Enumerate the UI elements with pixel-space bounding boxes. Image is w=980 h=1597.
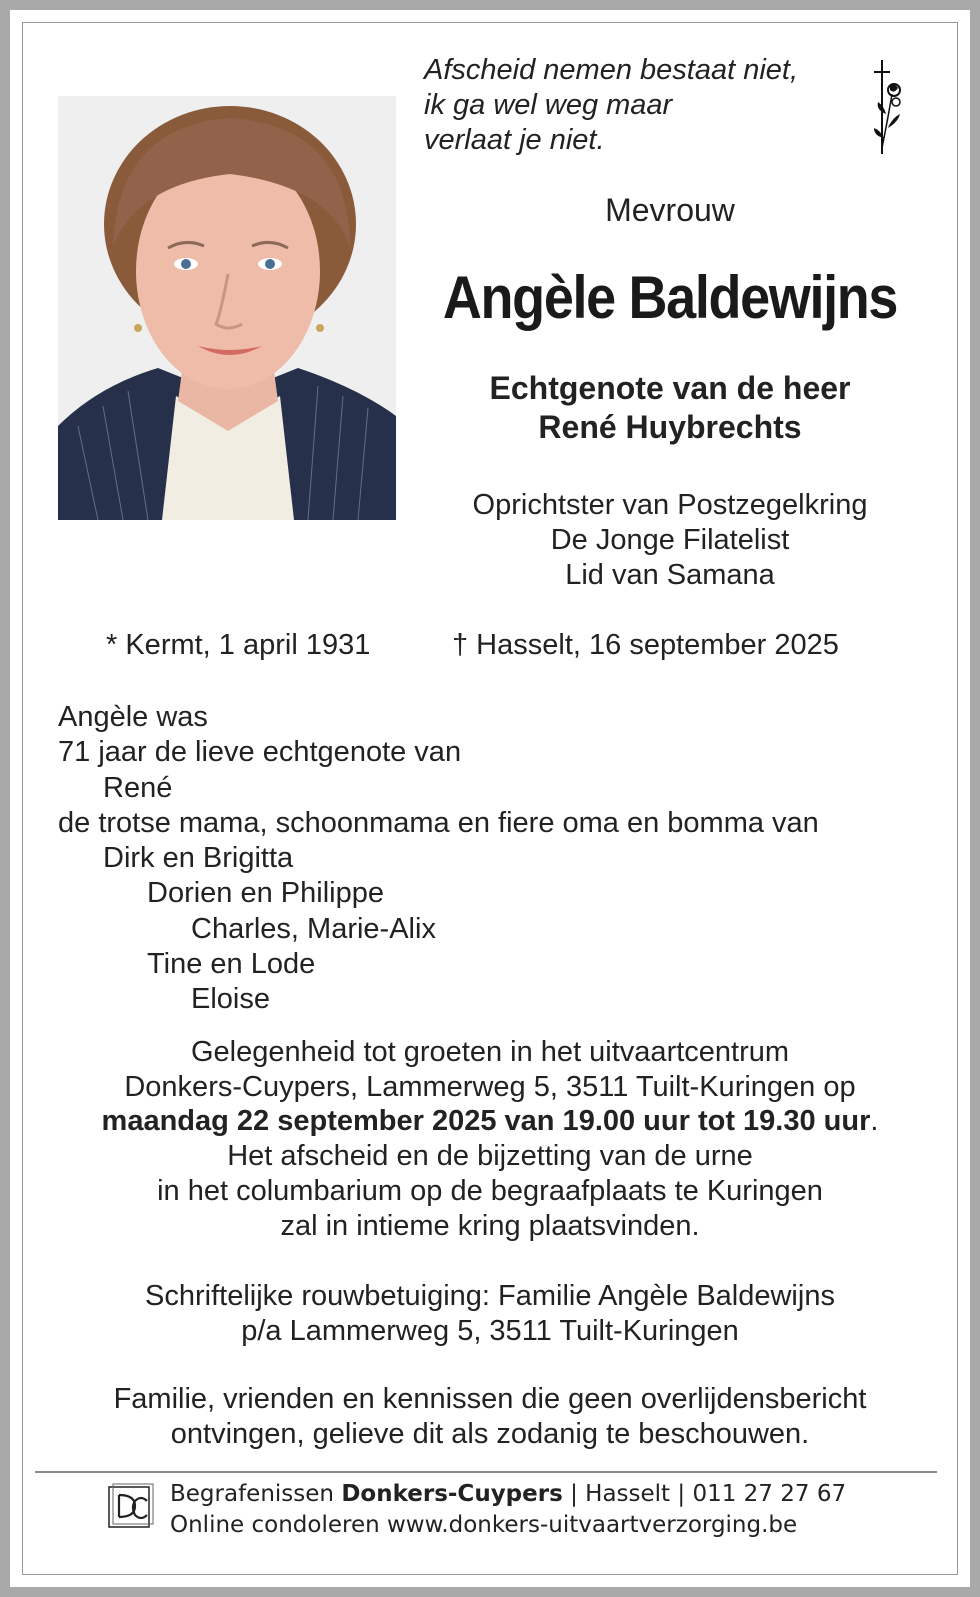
role-line: De Jonge Filatelist (550, 524, 790, 556)
footer-city: Hasselt (585, 1481, 671, 1507)
family-grandchild: Tine en Lode (147, 948, 316, 981)
family-great-grandchild: Charles, Marie-Alix (191, 912, 436, 945)
family-spouse-years: 71 jaar de lieve echtgenote van (58, 736, 462, 769)
ceremony-line: Het afscheid en de bijzetting van de urne (227, 1140, 753, 1173)
family-spouse-name: René (103, 771, 173, 804)
quote-line: verlaat je niet. (424, 124, 605, 156)
ceremony-period: . (870, 1105, 879, 1138)
footer-company: Donkers-Cuypers (341, 1481, 563, 1507)
footer-divider (35, 1471, 937, 1473)
family-great-grandchild: Eloise (191, 983, 270, 1016)
role-line: Oprichtster van Postzegelkring (472, 489, 868, 521)
birth-date: * Kermt, 1 april 1931 (106, 629, 371, 661)
ceremony-datetime (30, 1104, 950, 1139)
condolence-line: Schriftelijke rouwbetuiging: Familie Angèle Baldewijns (145, 1280, 835, 1312)
footer-separator: | (670, 1481, 693, 1507)
spouse-block (410, 369, 930, 447)
ceremony-line: zal in intieme kring plaatsvinden. (280, 1209, 700, 1242)
condolence-address (30, 1279, 950, 1348)
footer-separator: | (562, 1481, 586, 1507)
quote-line: Afscheid nemen bestaat niet, (424, 54, 799, 86)
notice-line: ontvingen, gelieve dit als zodanig te beschouwen. (170, 1417, 810, 1450)
ceremony-date-bold: maandag 22 september 2025 van 19.00 uur tot 19.30 uur (101, 1105, 871, 1138)
family-grandchild: Dorien en Philippe (147, 877, 384, 910)
ceremony-line: Gelegenheid tot groeten in het uitvaartcentrum (190, 1036, 790, 1068)
death-date: † Hasselt, 16 september 2025 (452, 629, 839, 661)
spouse-name: René Huybrechts (538, 409, 802, 445)
deceased-name: Angèle Baldewijns (442, 264, 898, 331)
family-list (58, 700, 938, 1018)
quote-line: ik ga wel weg maar (424, 89, 673, 121)
ceremony-line: in het columbarium op de begraafplaats te Kuringen (157, 1174, 823, 1207)
role-line: Lid van Samana (565, 559, 775, 591)
footer-company-line (170, 1479, 846, 1510)
spouse-line: Echtgenote van de heer (489, 370, 851, 406)
epitaph-quote (424, 53, 854, 158)
honorific: Mevrouw (605, 192, 735, 228)
family-child: Dirk en Brigitta (103, 842, 294, 875)
footer-prefix: Begrafenissen (170, 1481, 342, 1507)
footer-website-link[interactable]: www.donkers-uitvaartverzorging.be (387, 1512, 798, 1538)
footer-online-line (170, 1510, 846, 1541)
funeral-home-footer (170, 1479, 846, 1541)
footer-phone: 011 27 27 67 (692, 1481, 847, 1507)
notice-line: Familie, vrienden en kennissen die geen overlijdensbericht (113, 1383, 867, 1415)
ceremony-line: Donkers-Cuypers, Lammerweg 5, 3511 Tuilt-Kuringen op (124, 1070, 856, 1103)
family-intro: Angèle was (58, 701, 208, 733)
ceremony-info (30, 1035, 950, 1243)
cross-with-rose-icon (868, 58, 912, 160)
portrait-photo (58, 96, 396, 520)
closing-notice (30, 1382, 950, 1451)
roles-block (410, 488, 930, 593)
family-children-intro: de trotse mama, schoonmama en fiere oma en bomma van (58, 806, 819, 839)
footer-online-label: Online condoleren (170, 1512, 387, 1538)
dc-monogram-logo (107, 1483, 155, 1531)
condolence-line: p/a Lammerweg 5, 3511 Tuilt-Kuringen (241, 1314, 739, 1347)
